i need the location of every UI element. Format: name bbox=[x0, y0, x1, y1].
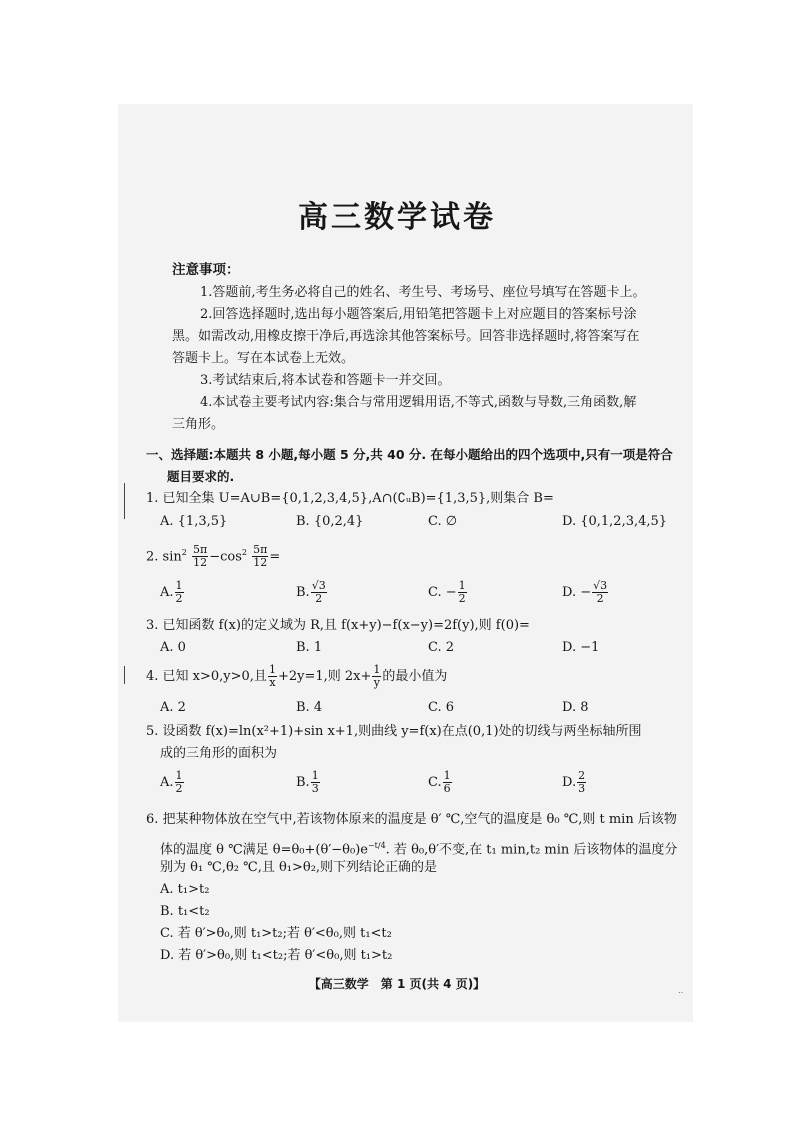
q5-option-c: C. $\frac{1}{6}$ bbox=[428, 769, 451, 795]
q4-option-a: A. 2 bbox=[160, 700, 186, 715]
notice-line: 4.本试卷主要考试内容:集合与常用逻辑用语,不等式,函数与导数,三角函数,解 bbox=[200, 395, 637, 410]
question-5-stem-cont: 成的三角形的面积为 bbox=[160, 746, 278, 761]
q4-option-b: B. 4 bbox=[296, 700, 323, 715]
section-heading: 一、选择题:本题共 8 小题,每小题 5 分,共 40 分. 在每小题给出的四个选项中,只有一项是符合 bbox=[146, 447, 673, 462]
notice-line: 黑。如需改动,用橡皮擦干净后,再选涂其他答案标号。回答非选择题时,将答案写在 bbox=[172, 329, 640, 344]
q3-option-d: D. −1 bbox=[562, 640, 600, 655]
q4-option-c: C. 6 bbox=[428, 700, 455, 715]
fraction: $\frac{5\pi}{12}$ bbox=[192, 543, 208, 570]
q6-option-c: C. 若 θ′>θ₀,则 t₁>t₂;若 θ′<θ₀,则 t₁<t₂ bbox=[160, 926, 392, 941]
q1-option-c: C. ∅ bbox=[428, 514, 458, 529]
q3-option-a: A. 0 bbox=[160, 640, 186, 655]
q2-option-b: B. $\frac{√3}{2}$ bbox=[296, 579, 326, 605]
margin-mark bbox=[124, 666, 125, 684]
q3-option-b: B. 1 bbox=[296, 640, 323, 655]
notice-line: 1.答题前,考生务必将自己的姓名、考生号、考场号、座位号填写在答题卡上。 bbox=[200, 285, 646, 300]
question-1-stem: 1. 已知全集 U=A∪B={0,1,2,3,4,5},A∩(∁ᵤB)={1,3,5},则集合 B= bbox=[146, 491, 554, 506]
question-2-stem: 2. $\sin^2$ $\frac{5\pi}{12}$ $-\cos^2$ $\frac{5\pi}{12}$ = bbox=[146, 543, 281, 570]
section-heading-cont: 题目要求的. bbox=[167, 469, 235, 484]
q2-option-c: C. − $\frac{1}{2}$ bbox=[428, 579, 466, 605]
question-3-stem: 3. 已知函数 f(x)的定义域为 R,且 f(x+y)−f(x−y)=2f(y),则 f(0)= bbox=[146, 618, 530, 633]
q6-option-a: A. t₁>t₂ bbox=[160, 882, 210, 897]
q6-option-d: D. 若 θ′>θ₀,则 t₁<t₂;若 θ′<θ₀,则 t₁>t₂ bbox=[160, 948, 393, 963]
fraction: $\frac{5\pi}{12}$ bbox=[253, 543, 268, 570]
corner-mark: ‥ bbox=[678, 986, 684, 995]
q3-option-c: C. 2 bbox=[428, 640, 455, 655]
page-footer: 【高三数学 第 1 页(共 4 页)】 bbox=[308, 977, 486, 991]
q5-option-d: D. $\frac{2}{3}$ bbox=[562, 769, 586, 795]
q5-option-a: A. $\frac{1}{2}$ bbox=[160, 769, 183, 795]
q2-option-d: D. − $\frac{√3}{2}$ bbox=[562, 579, 608, 605]
q4-option-d: D. 8 bbox=[562, 700, 589, 715]
q1-option-a: A. {1,3,5} bbox=[160, 514, 228, 529]
q1-option-d: D. {0,1,2,3,4,5} bbox=[562, 514, 668, 529]
question-4-stem: 4. 已知 x>0,y>0,且 $\frac{1}{x}$ +2y=1,则 2x+ $\frac{1}{y}$ 的最小值为 bbox=[146, 663, 448, 689]
question-5-stem: 5. 设函数 f(x)=ln(x²+1)+sin x+1,则曲线 y=f(x)在点(0,1)处的切线与两坐标轴所围 bbox=[146, 724, 642, 739]
notice-heading: 注意事项： bbox=[172, 262, 240, 278]
notice-line: 2.回答选择题时,选出每小题答案后,用铅笔把答题卡上对应题目的答案标号涂 bbox=[200, 307, 637, 322]
q5-option-b: B. $\frac{1}{3}$ bbox=[296, 769, 319, 795]
q2-option-a: A. $\frac{1}{2}$ bbox=[160, 579, 183, 605]
q1-option-b: B. {0,2,4} bbox=[296, 514, 364, 529]
notice-line: 3.考试结束后,将本试卷和答题卡一并交回。 bbox=[200, 373, 451, 388]
question-6-stem: 6. 把某种物体放在空气中,若该物体原来的温度是 θ′ ℃,空气的温度是 θ₀ ℃,则 t min 后该物 bbox=[146, 812, 677, 827]
question-6-stem-cont: 体的温度 θ ℃满足 $\theta=\theta_0+(\theta'-\theta_0)e^{-t/4}$. 若 θ₀,θ′不变,在 t₁ min,t₂ min 后该物体的温度分 bbox=[160, 841, 678, 858]
notice-line: 三角形。 bbox=[172, 417, 225, 432]
notice-line: 答题卡上。写在本试卷上无效。 bbox=[172, 351, 355, 366]
page-title: 高三数学试卷 bbox=[298, 200, 496, 235]
q6-option-b: B. t₁<t₂ bbox=[160, 904, 210, 919]
question-6-stem-cont: 别为 θ₁ ℃,θ₂ ℃,且 θ₁>θ₂,则下列结论正确的是 bbox=[160, 860, 438, 875]
margin-mark bbox=[124, 483, 125, 519]
